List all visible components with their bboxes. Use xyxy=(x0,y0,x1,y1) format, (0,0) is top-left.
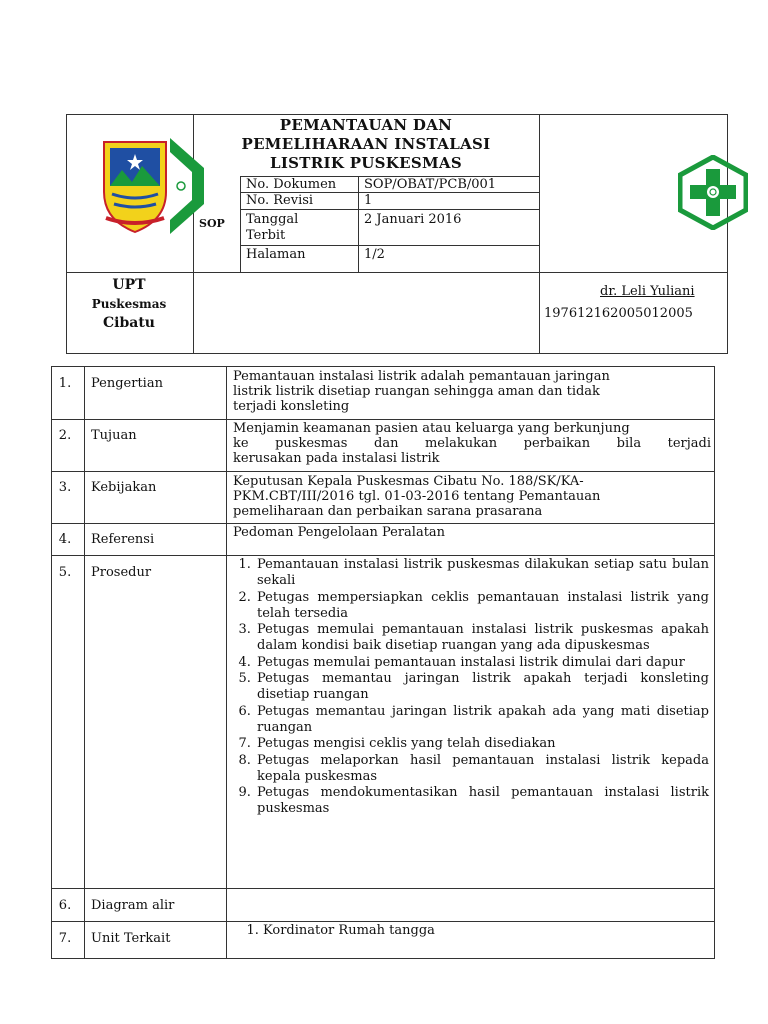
procedure-list xyxy=(233,557,709,818)
sop-label: SOP xyxy=(199,217,225,230)
meta-label-page: Halaman xyxy=(246,247,306,262)
signer-name: dr. Leli Yuliani xyxy=(600,284,695,299)
table-row-divider xyxy=(51,921,715,922)
row-label-diagram-alir: Diagram alir xyxy=(91,898,175,913)
meta-value-document-number: SOP/OBAT/PCB/001 xyxy=(364,177,497,192)
meta-value-page: 1/2 xyxy=(364,247,385,262)
meta-value-issue-date: 2 Januari 2016 xyxy=(364,212,462,227)
signature-block xyxy=(544,281,695,325)
row-content-referensi: Pedoman Pengelolaan Peralatan xyxy=(233,525,446,540)
procedure-step: 6. Petugas memantau jaringan listrik apakah ada yang mati disetiap ruangan xyxy=(255,704,709,737)
content-line: kerusakan pada instalasi listrik xyxy=(233,451,440,466)
row-content-tujuan xyxy=(233,421,711,466)
unit-line: UPT xyxy=(112,277,146,293)
procedure-step: 7. Petugas mengisi ceklis yang telah disediakan xyxy=(255,736,709,752)
procedure-step: 5. Petugas memantau jaringan listrik apakah terjadi konsleting disetiap ruangan xyxy=(255,671,709,704)
row-label-unit-terkait: Unit Terkait xyxy=(91,931,171,946)
procedure-step: 9. Petugas mendokumentasikan hasil pemantauan instalasi listrik puskesmas xyxy=(255,785,709,818)
row-label-tujuan: Tujuan xyxy=(91,428,137,443)
procedure-list-container xyxy=(233,557,709,818)
header-divider xyxy=(66,272,728,273)
meta-label-issue-date xyxy=(246,212,298,244)
table-column-divider xyxy=(226,366,227,959)
row-number: 5. xyxy=(58,565,72,580)
meta-table-border xyxy=(358,176,359,272)
related-units-container xyxy=(233,923,709,939)
row-number: 6. xyxy=(58,898,72,913)
table-row-divider xyxy=(51,555,715,556)
row-label-kebijakan: Kebijakan xyxy=(91,480,157,495)
meta-value-revision: 1 xyxy=(364,193,373,208)
title-line: PEMELIHARAAN INSTALASI xyxy=(241,135,491,153)
unit-line: Puskesmas xyxy=(91,297,167,311)
content-line: Pemantauan instalasi listrik adalah pemantauan jaringan xyxy=(233,369,610,384)
procedure-step: 8. Petugas melaporkan hasil pemantauan instalasi listrik kepada kepala puskesmas xyxy=(255,753,709,786)
meta-label-line: Terbit xyxy=(246,228,286,243)
content-line: pemeliharaan dan perbaikan sarana prasarana xyxy=(233,504,543,519)
content-line: PKM.CBT/III/2016 tgl. 01-03-2016 tentang Pemantauan xyxy=(233,489,601,504)
row-number: 2. xyxy=(58,428,72,443)
meta-table-border xyxy=(240,176,241,272)
table-row-divider xyxy=(51,471,715,472)
row-label-pengertian: Pengertian xyxy=(91,376,163,391)
title-line: PEMANTAUAN DAN xyxy=(279,116,453,134)
row-number: 1. xyxy=(58,376,72,391)
meta-label-document-number: No. Dokumen xyxy=(246,177,337,192)
row-content-kebijakan xyxy=(233,474,711,519)
meta-table-border xyxy=(240,245,539,246)
procedure-step: 1. Pemantauan instalasi listrik puskesmas dilakukan setiap satu bulan sekali xyxy=(255,557,709,590)
row-content-pengertian xyxy=(233,369,711,414)
row-number: 4. xyxy=(58,532,72,547)
content-line: Menjamin keamanan pasien atau keluarga yang berkunjung xyxy=(233,421,630,436)
meta-label-line: Tanggal xyxy=(246,212,299,227)
table-row-divider xyxy=(51,888,715,889)
title-line: LISTRIK PUSKESMAS xyxy=(270,154,462,172)
content-line: ke puskesmas dan melakukan perbaikan bila terjadi xyxy=(233,436,711,451)
row-number: 3. xyxy=(58,480,72,495)
table-column-divider xyxy=(84,366,85,959)
unit-line: Cibatu xyxy=(103,315,155,331)
meta-table-border xyxy=(240,209,539,210)
procedure-step: 2. Petugas mempersiapkan ceklis pemantauan instalasi listrik yang telah tersedia xyxy=(255,590,709,623)
meta-label-revision: No. Revisi xyxy=(246,193,314,208)
document-title xyxy=(193,116,539,173)
row-label-prosedur: Prosedur xyxy=(91,565,152,580)
header-divider xyxy=(539,114,540,354)
table-row-divider xyxy=(51,419,715,420)
row-label-referensi: Referensi xyxy=(91,532,155,547)
procedure-step: 4. Petugas memulai pemantauan instalasi listrik dimulai dari dapur xyxy=(255,655,709,671)
signer-nip: 197612162005012005 xyxy=(544,306,693,321)
content-line: listrik listrik disetiap ruangan sehingga aman dan tidak xyxy=(233,384,600,399)
content-line: terjadi konsleting xyxy=(233,399,350,414)
procedure-step: 3. Petugas memulai pemantauan instalasi listrik puskesmas apakah dalam kondisi baik disetiap ruangan yang ada dipuskesmas xyxy=(255,622,709,655)
unit-name xyxy=(68,276,190,332)
related-unit-item: 1. Kordinator Rumah tangga xyxy=(263,923,709,939)
puskesmas-logo-icon xyxy=(678,155,748,230)
row-number: 7. xyxy=(58,931,72,946)
table-row-divider xyxy=(51,523,715,524)
content-line: Keputusan Kepala Puskesmas Cibatu No. 188/SK/KA- xyxy=(233,474,584,489)
related-units-list xyxy=(233,923,709,939)
